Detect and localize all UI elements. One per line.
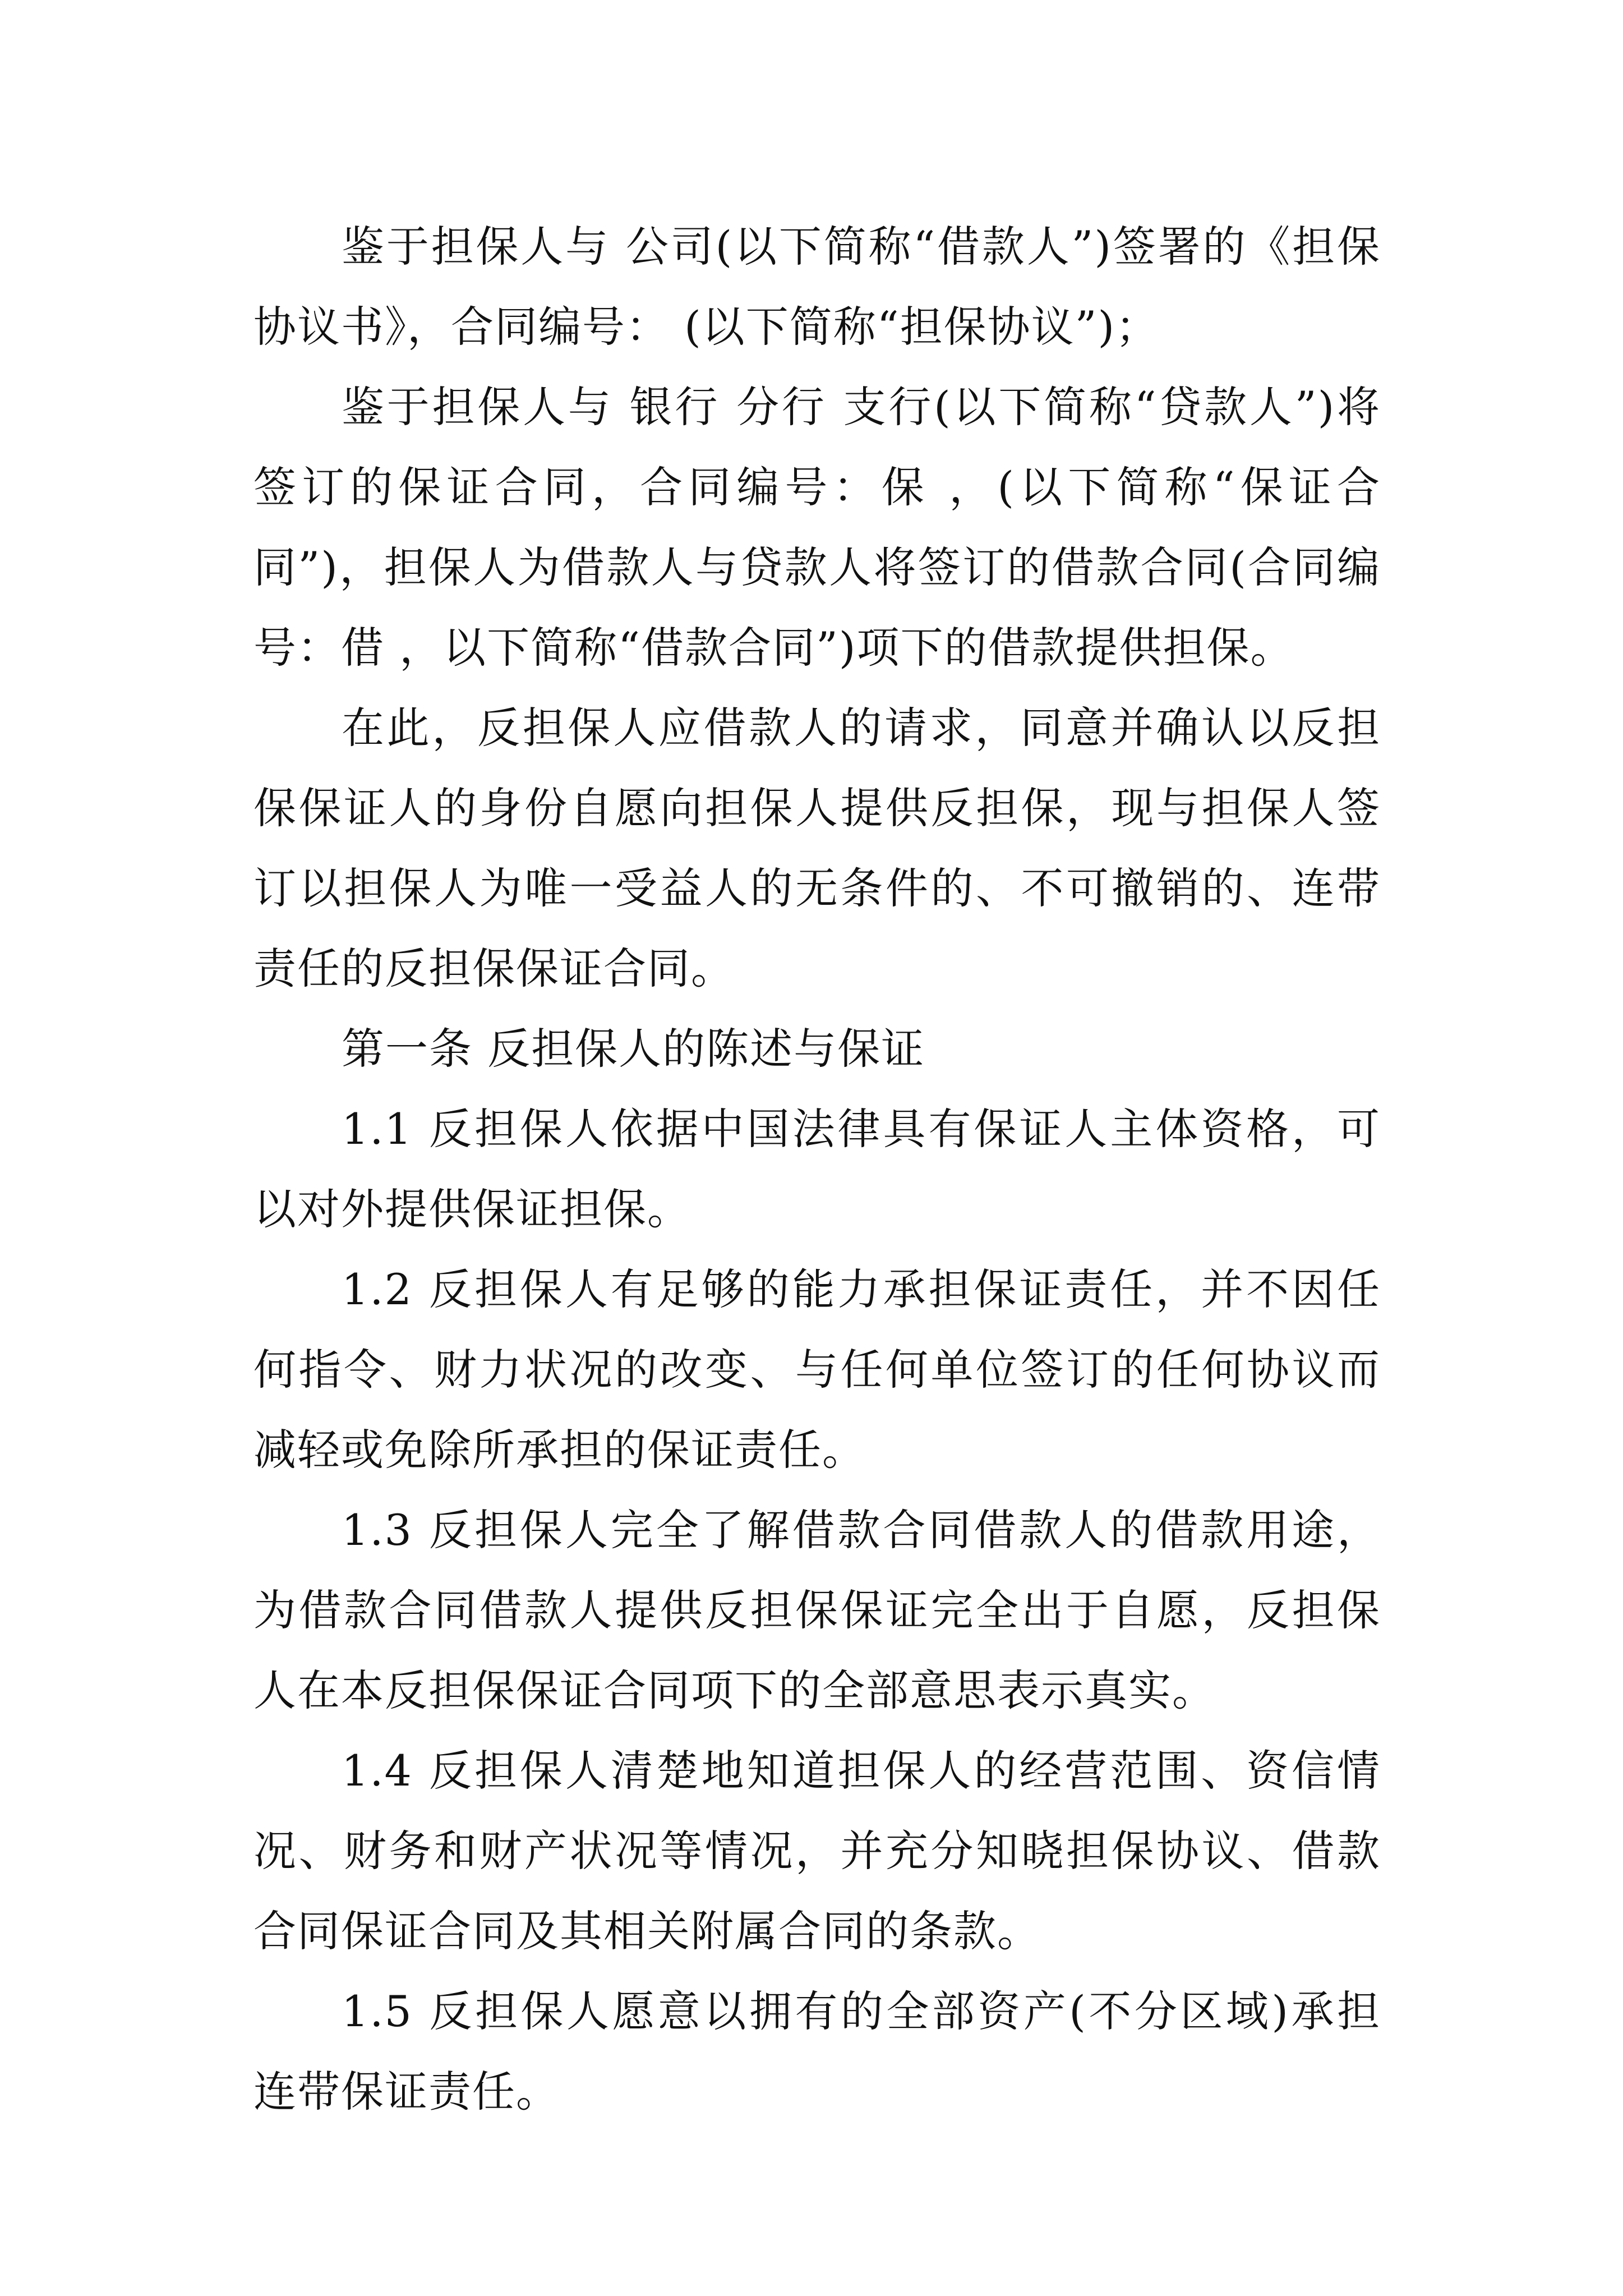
article-heading: 第一条 反担保人的陈述与保证	[342, 1024, 925, 1074]
clause-1-5: 1.5 反担保人愿意以拥有的全部资产(不分区域)承担连带保证责任。	[253, 1986, 1381, 2116]
paragraph-counter-guarantee-statement: 在此，反担保人应借款人的请求，同意并确认以反担保保证人的身份自愿向担保人提供反担保，现与担保人签订以担保人为唯一受益人的无条件的、不可撤销的、连带责任的反担保保证合同。	[253, 703, 1381, 993]
clause-1-4: 1.4 反担保人清楚地知道担保人的经营范围、资信情况、财务和财产状况等情况，并充分知晓担保协议、借款合同保证合同及其相关附属合同的条款。	[253, 1746, 1381, 1956]
document-body	[253, 206, 1381, 2132]
clause-1-1: 1.1 反担保人依据中国法律具有保证人主体资格，可以对外提供保证担保。	[253, 1104, 1381, 1234]
paragraph-recital-guarantee-agreement: 鉴于担保人与 公司(以下简称“借款人”)签署的《担保协议书》，合同编号： (以下简称“担保协议”)；	[253, 222, 1381, 352]
clause-1-2: 1.2 反担保人有足够的能力承担保证责任，并不因任何指令、财力状况的改变、与任何单位签订的任何协议而减轻或免除所承担的保证责任。	[253, 1264, 1381, 1475]
clause-1-3: 1.3 反担保人完全了解借款合同借款人的借款用途，为借款合同借款人提供反担保保证完全出于自愿，反担保人在本反担保保证合同项下的全部意思表示真实。	[253, 1505, 1381, 1715]
paragraph-recital-guarantee-contract: 鉴于担保人与 银行 分行 支行(以下简称“贷款人”)将签订的保证合同，合同编号：保 ，(以下简称“保证合同”)，担保人为借款人与贷款人将签订的借款合同(合同编号：借 ，以下简称“借款合同”)项下的借款提供担保。	[253, 382, 1381, 673]
